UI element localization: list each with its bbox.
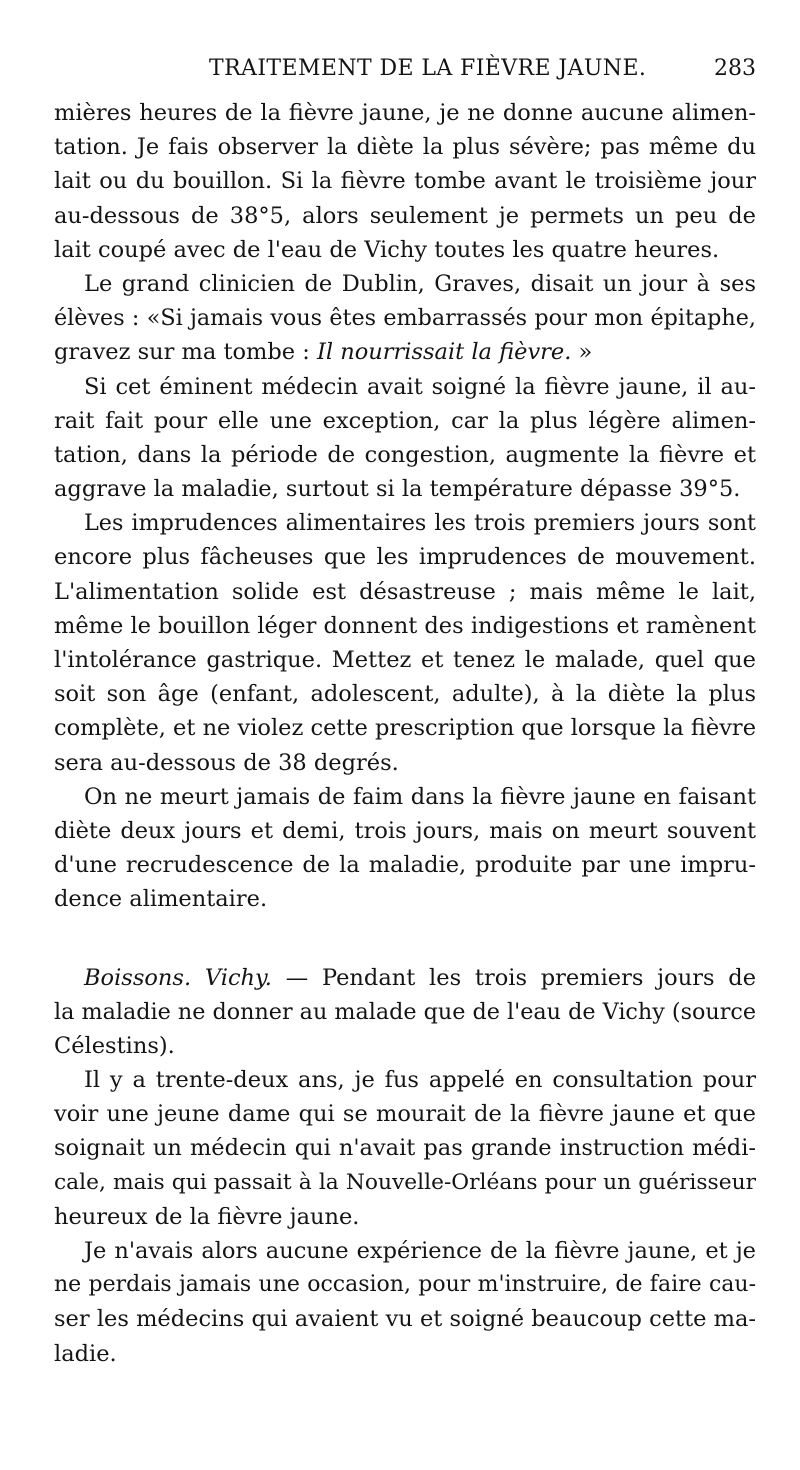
running-head [54, 50, 756, 86]
quote-prefix: gravez sur ma tombe : [54, 339, 317, 366]
running-title: TRAITEMENT DE LA FIÈVRE JAUNE. [209, 56, 647, 81]
text-line: encore plus fâcheuses que les imprudences de mouvement. [54, 544, 756, 571]
text-line: d'une recrudescence de la maladie, produite par une impru- [54, 852, 756, 879]
page-number: 283 [714, 56, 756, 81]
section-heading: Boissons. Vichy. [84, 964, 272, 991]
text-line: au-dessous de 38°5, alors seulement je permets un peu de [54, 202, 756, 229]
text-line: l'intolérance gastrique. Mettez et tenez le malade, quel que [54, 647, 756, 673]
text-line: ladie. [54, 1340, 117, 1367]
text-line: rait fait pour elle une exception, car la plus légère alimen- [54, 407, 756, 434]
text-line: ser les médecins qui avaient vu et soigné beaucoup cette ma- [54, 1306, 756, 1333]
text-line: aggrave la maladie, surtout si la température dépasse 39°5. [54, 476, 741, 503]
section-boissons [54, 961, 756, 1371]
text-line: Célestins). [54, 1032, 175, 1059]
text-line: mières heures de la fièvre jaune, je ne donne aucune alimen- [54, 100, 756, 126]
text-line: On ne meurt jamais de faim dans la fièvre jaune en faisant [84, 783, 756, 810]
text-line: ne perdais jamais une occasion, pour m'instruire, de faire cau- [54, 1272, 756, 1298]
paragraph [54, 1063, 756, 1234]
text-line: voir une jeune dame qui se mourait de la fièvre jaune et que [54, 1101, 756, 1128]
text-line: soignait un médecin qui n'avait pas grande instruction médi- [54, 1135, 756, 1162]
quote-line [54, 335, 756, 369]
text-line: Les imprudences alimentaires les trois premiers jours sont [84, 510, 756, 537]
text-line: sera au-dessous de 38 degrés. [54, 749, 399, 776]
text-line: Si cet éminent médecin avait soigné la fièvre jaune, il au- [84, 373, 756, 400]
text-line: dence alimentaire. [54, 886, 268, 913]
text-line: même le bouillon léger donnent des indigestions et ramènent [54, 612, 757, 639]
section-heading-text: — Pendant les trois premiers jours de [271, 964, 757, 991]
section-spacer [54, 917, 756, 961]
paragraph [54, 267, 756, 370]
text-line: diète deux jours et demi, trois jours, mais on meurt souvent [54, 817, 756, 844]
text-line: Je n'avais alors aucune expérience de la fièvre jaune, et je [84, 1238, 756, 1264]
paragraph [54, 1234, 756, 1371]
text-line: soit son âge (enfant, adolescent, adulte), à la diète la plus [54, 681, 756, 708]
text-line: Le grand clinicien de Dublin, Graves, disait un jour à ses [84, 270, 756, 297]
text-line: tation. Je fais observer la diète la plus sévère; pas même du [54, 134, 756, 161]
text-line: la maladie ne donner au malade que de l'eau de Vichy (source [54, 998, 756, 1025]
epitaph-italic: Il nourrissait la fièvre. [316, 339, 572, 366]
text-line: élèves : «Si jamais vous êtes embarrassés pour mon épitaphe, [54, 305, 756, 332]
paragraph [54, 96, 756, 267]
text-line: lait coupé avec de l'eau de Vichy toutes les quatre heures. [54, 236, 720, 263]
text-line: complète, et ne violez cette prescription que lorsque la fièvre [54, 715, 757, 742]
section-heading-line [54, 961, 756, 995]
text-line: lait ou du bouillon. Si la fièvre tombe avant le troisième jour [54, 168, 756, 195]
body-text [54, 96, 756, 1371]
paragraph [54, 506, 756, 780]
paragraph [54, 370, 756, 507]
paragraph [54, 780, 756, 917]
text-line: heureux de la fièvre jaune. [54, 1203, 360, 1230]
text-line: L'alimentation solide est désastreuse ; mais même le lait, [54, 578, 756, 605]
text-line: Il y a trente-deux ans, je fus appelé en consultation pour [84, 1067, 756, 1094]
quote-close: » [571, 339, 593, 366]
text-line: cale, mais qui passait à la Nouvelle-Orléans pour un guérisseur [54, 1169, 756, 1195]
text-line: tation, dans la période de congestion, augmente la fièvre et [54, 441, 756, 468]
